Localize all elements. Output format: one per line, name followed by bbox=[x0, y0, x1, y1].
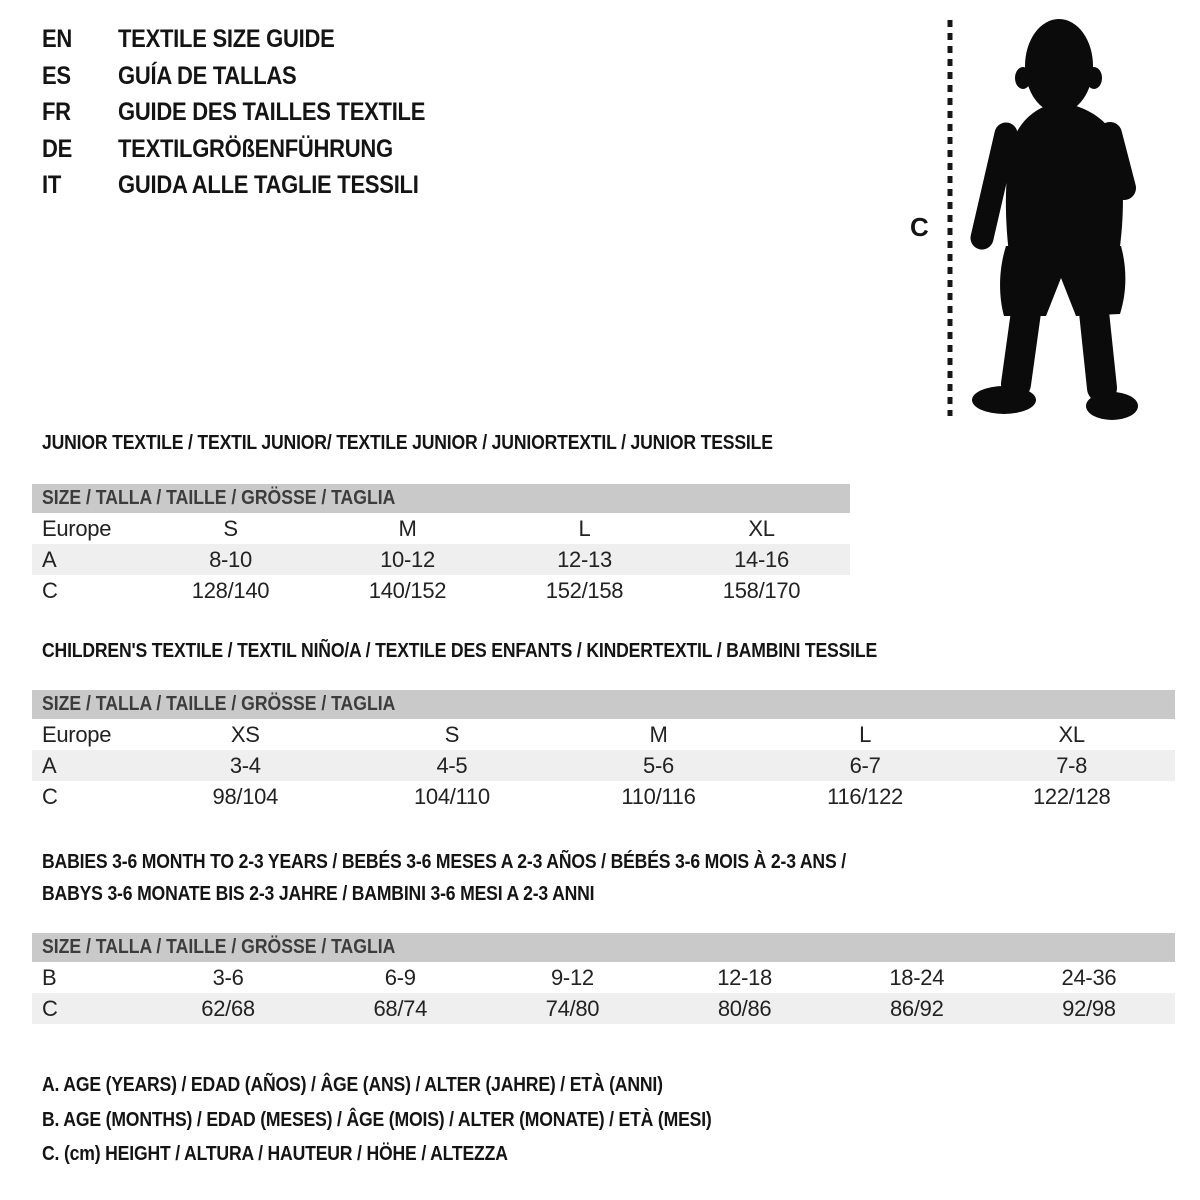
size-row-b bbox=[32, 962, 1175, 993]
size-value-cell: 62/68 bbox=[201, 996, 255, 1021]
size-row-europe bbox=[32, 513, 850, 544]
size-row-europe bbox=[32, 719, 1175, 750]
size-value-cell: S bbox=[223, 516, 238, 541]
language-header bbox=[42, 21, 467, 204]
size-value-cell: 104/110 bbox=[413, 784, 490, 809]
junior-section-title: JUNIOR TEXTILE / TEXTIL JUNIOR/ TEXTILE JUNIOR / JUNIORTEXTIL / JUNIOR TESSILE bbox=[42, 432, 773, 454]
language-code: EN bbox=[42, 25, 73, 53]
size-row-c bbox=[32, 781, 1175, 812]
language-row-fr bbox=[42, 94, 467, 131]
legend bbox=[42, 1068, 803, 1172]
size-value-cell: 6-9 bbox=[384, 965, 416, 990]
size-value-cell: 3-4 bbox=[229, 753, 261, 778]
size-value-cell: XL bbox=[1058, 722, 1085, 747]
size-value-cell: 5-6 bbox=[643, 753, 674, 778]
children-size-table bbox=[32, 690, 1175, 812]
size-value-cell: M bbox=[649, 722, 668, 747]
guide-title-es: GUÍA DE TALLAS bbox=[118, 61, 297, 90]
size-value-cell: 3-6 bbox=[212, 965, 244, 990]
toddler-silhouette-icon bbox=[942, 16, 1142, 426]
language-code: DE bbox=[42, 134, 73, 163]
children-section-title: CHILDREN'S TEXTILE / TEXTIL NIÑO/A / TEXTILE DES ENFANTS / KINDERTEXTIL / BAMBINI TESSILE bbox=[42, 640, 878, 662]
junior-size-table bbox=[32, 484, 850, 606]
size-row-c bbox=[32, 575, 850, 606]
row-label: B bbox=[42, 965, 57, 990]
size-row-a bbox=[32, 750, 1175, 781]
size-header-bar: SIZE / TALLA / TAILLE / GRÖSSE / TAGLIA bbox=[32, 690, 1175, 719]
size-value-cell: 158/170 bbox=[722, 578, 801, 603]
language-code: ES bbox=[42, 61, 71, 90]
size-value-cell: 80/86 bbox=[717, 996, 772, 1021]
language-row-de bbox=[42, 131, 467, 168]
size-row-a bbox=[32, 544, 850, 575]
size-value-cell: M bbox=[398, 516, 417, 541]
size-value-cell: 110/116 bbox=[621, 784, 696, 809]
size-value-cell: 18-24 bbox=[889, 965, 945, 990]
size-value-cell: 68/74 bbox=[373, 996, 428, 1021]
guide-title-en: TEXTILE SIZE GUIDE bbox=[118, 25, 335, 53]
size-value-cell: 7-8 bbox=[1056, 753, 1088, 778]
babies-size-table bbox=[32, 933, 1175, 1024]
size-value-cell: L bbox=[859, 722, 872, 747]
size-value-cell: 9-12 bbox=[551, 965, 594, 990]
row-label: Europe bbox=[42, 722, 112, 747]
language-row-es bbox=[42, 58, 467, 95]
size-value-cell: L bbox=[578, 516, 591, 541]
row-label: C bbox=[42, 578, 58, 603]
guide-title-de: TEXTILGRÖßENFÜHRUNG bbox=[118, 134, 393, 163]
row-label: A bbox=[42, 753, 57, 778]
size-value-cell: 12-18 bbox=[717, 965, 772, 990]
size-value-cell: 14-16 bbox=[734, 547, 789, 572]
size-value-cell: 74/80 bbox=[545, 996, 600, 1021]
language-row-it bbox=[42, 167, 467, 204]
size-header-bar: SIZE / TALLA / TAILLE / GRÖSSE / TAGLIA bbox=[32, 933, 1175, 962]
height-measure-label: C bbox=[910, 212, 929, 242]
size-value-cell: 116/122 bbox=[827, 784, 903, 809]
size-value-cell: 152/158 bbox=[545, 578, 624, 603]
language-code: FR bbox=[42, 98, 71, 126]
legend-line-a: A. AGE (YEARS) / EDAD (AÑOS) / ÂGE (ANS) / ALTER (JAHRE) / ETÀ (ANNI) bbox=[42, 1074, 663, 1096]
legend-line-b: B. AGE (MONTHS) / EDAD (MESES) / ÂGE (MOIS) / ALTER (MONATE) / ETÀ (MESI) bbox=[42, 1108, 712, 1131]
size-value-cell: 92/98 bbox=[1062, 996, 1116, 1021]
toddler-body bbox=[972, 19, 1138, 420]
legend-line-c: C. (cm) HEIGHT / ALTURA / HAUTEUR / HÖHE / ALTEZZA bbox=[42, 1143, 508, 1165]
size-header-bar: SIZE / TALLA / TAILLE / GRÖSSE / TAGLIA bbox=[32, 484, 850, 513]
size-value-cell: 12-13 bbox=[557, 547, 612, 572]
row-label: Europe bbox=[42, 516, 112, 541]
size-value-cell: XL bbox=[748, 516, 775, 541]
row-label: C bbox=[42, 996, 58, 1021]
size-value-cell: 86/92 bbox=[889, 996, 944, 1021]
size-value-cell: 4-5 bbox=[436, 753, 468, 778]
language-code: IT bbox=[42, 171, 62, 199]
size-value-cell: 6-7 bbox=[849, 753, 881, 778]
size-value-cell: 128/140 bbox=[191, 578, 270, 603]
size-row-c bbox=[32, 993, 1175, 1024]
size-value-cell: 122/128 bbox=[1032, 784, 1111, 809]
size-value-cell: S bbox=[444, 722, 460, 747]
babies-section-title: BABIES 3-6 MONTH TO 2-3 YEARS / BEBÉS 3-6 MESES A 2-3 AÑOS / BÉBÉS 3-6 MOIS À 2-3 ANS / BABYS 3-6 MONATE BIS 2-3 JAHRE / BAMBINI 3-6 MESI A 2-3 ANNI bbox=[42, 851, 846, 905]
row-label: C bbox=[42, 784, 58, 809]
size-value-cell: 140/152 bbox=[368, 578, 447, 603]
size-value-cell: 98/104 bbox=[212, 784, 279, 809]
language-row-en bbox=[42, 21, 467, 58]
guide-title-fr: GUIDE DES TAILLES TEXTILE bbox=[118, 98, 426, 126]
row-label: A bbox=[42, 547, 57, 572]
size-value-cell: 10-12 bbox=[380, 547, 435, 572]
guide-title-it: GUIDA ALLE TAGLIE TESSILI bbox=[118, 171, 419, 199]
size-value-cell: 8-10 bbox=[209, 547, 252, 572]
size-value-cell: XS bbox=[230, 722, 260, 747]
size-value-cell: 24-36 bbox=[1061, 965, 1117, 990]
